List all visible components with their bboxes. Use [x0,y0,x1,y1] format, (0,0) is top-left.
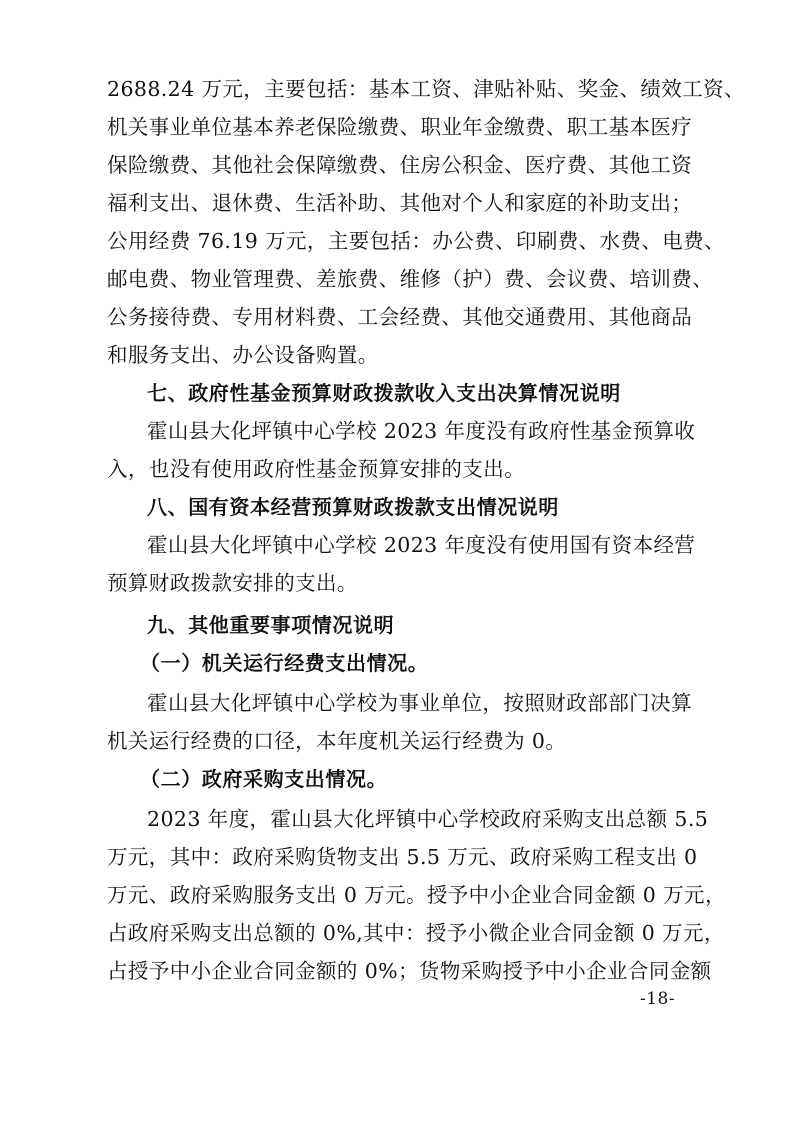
paragraph-line: 入，也没有使用政府性基金预算安排的支出。 [107,457,525,481]
paragraph-line: 和服务支出、办公设备购置。 [107,343,379,367]
paragraph-line: 2688.24 万元，主要包括：基本工资、津贴补贴、奖金、绩效工资、 [107,77,745,101]
paragraph-line: 霍山县大化坪镇中心学校为事业单位，按照财政部部门决算 [147,691,692,715]
subsection-heading-1: （一）机关运行经费支出情况。 [140,651,429,675]
section-heading-7: 七、政府性基金预算财政拨款收入支出决算情况说明 [147,381,621,405]
paragraph-line: 占授予中小企业合同金额的 0%；货物采购授予中小企业合同金额 [107,959,712,983]
paragraph-line: 机关事业单位基本养老保险缴费、职业年金缴费、职工基本医疗 [107,115,693,139]
paragraph-line: 2023 年度，霍山县大化坪镇中心学校政府采购支出总额 5.5 [147,807,709,831]
paragraph-line: 机关运行经费的口径，本年度机关运行经费为 0。 [107,729,567,753]
section-heading-8: 八、国有资本经营预算财政拨款支出情况说明 [147,495,559,519]
page-number: -18- [640,989,676,1009]
section-heading-9: 九、其他重要事项情况说明 [147,613,395,637]
paragraph-line: 福利支出、退休费、生活补助、其他对个人和家庭的补助支出； [107,191,693,215]
paragraph-line: 预算财政拨款安排的支出。 [107,571,358,595]
paragraph-line: 万元、政府采购服务支出 0 万元。授予中小企业合同金额 0 万元， [107,883,726,907]
paragraph-line: 霍山县大化坪镇中心学校 2023 年度没有使用国有资本经营 [147,533,696,557]
paragraph-line: 邮电费、物业管理费、差旅费、维修（护）费、会议费、培训费、 [107,267,714,291]
paragraph-line: 保险缴费、其他社会保障缴费、住房公积金、医疗费、其他工资 [107,153,693,177]
paragraph-line: 万元，其中：政府采购货物支出 5.5 万元、政府采购工程支出 0 [107,845,698,869]
paragraph-line: 占政府采购支出总额的 0%,其中：授予小微企业合同金额 0 万元， [107,921,725,945]
subsection-heading-2: （二）政府采购支出情况。 [140,767,388,791]
paragraph-line: 公用经费 76.19 万元，主要包括：办公费、印刷费、水费、电费、 [107,229,725,253]
paragraph-line: 公务接待费、专用材料费、工会经费、其他交通费用、其他商品 [107,305,693,329]
paragraph-line: 霍山县大化坪镇中心学校 2023 年度没有政府性基金预算收 [147,419,696,443]
